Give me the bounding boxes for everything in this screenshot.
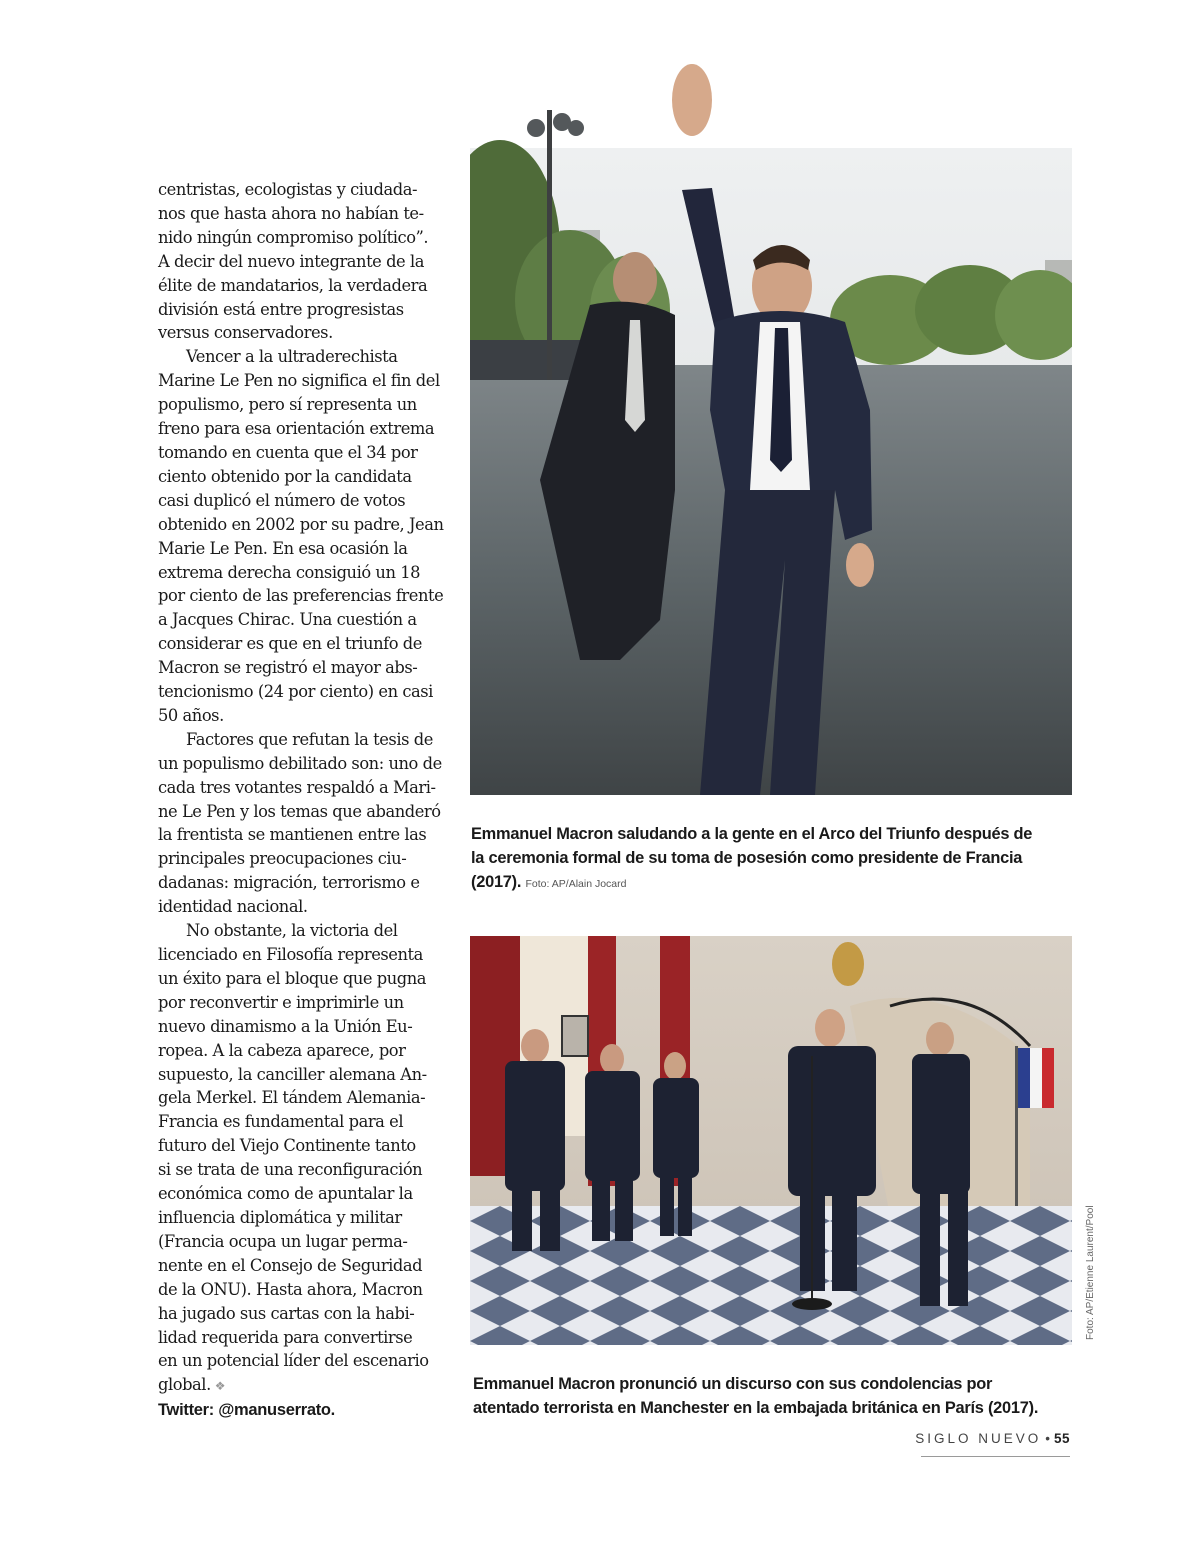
footer-separator: •: [1045, 1431, 1050, 1446]
article-last-text: global.: [158, 1375, 211, 1395]
article-line: económica como de apuntalar la: [158, 1184, 413, 1204]
article-line: un éxito para el bloque que pugna: [158, 968, 427, 988]
photo-macron-speech-image: [470, 936, 1072, 1345]
article-line: ropea. A la cabeza aparece, por: [158, 1040, 406, 1060]
article-line: Francia es fundamental para el: [158, 1112, 404, 1132]
footer-divider: [921, 1456, 1070, 1457]
photo-macron-waving: [470, 60, 1072, 795]
article-line: por reconvertir e imprimirle un: [158, 992, 404, 1012]
caption-line: Emmanuel Macron saludando a la gente en el Arco del Triunfo después de: [471, 825, 1033, 843]
photo-credit: Foto: AP/Etienne Laurent/Pool: [1085, 1205, 1096, 1340]
article-column: [158, 178, 448, 1421]
article-line: Marie Le Pen. En esa ocasión la: [158, 538, 408, 558]
article-line: la frentista se mantienen entre las: [158, 825, 427, 845]
article-last-line: [158, 1373, 448, 1399]
article-line: extrema derecha consiguió un 18: [158, 562, 421, 582]
article-line: versus conservadores.: [158, 323, 333, 343]
article-line: por ciento de las preferencias frente: [158, 586, 444, 606]
caption-line: la ceremonia formal de su toma de posesión como presidente de Francia: [471, 849, 1023, 867]
article-line: nos que hasta ahora no habían te-: [158, 203, 424, 223]
photo-macron-speech: [470, 936, 1072, 1345]
article-line: centristas, ecologistas y ciudada-: [158, 180, 418, 199]
photo-macron-waving-image: [470, 60, 1072, 795]
article-line: ciento obtenido por la candidata: [158, 466, 412, 486]
article-line: ha jugado sus cartas con la habi-: [158, 1303, 415, 1323]
article-line: identidad nacional.: [158, 897, 308, 917]
page-footer: [915, 1431, 1070, 1446]
article-line: gela Merkel. El tándem Alemania-: [158, 1088, 426, 1108]
article-line: considerar es que en el triunfo de: [158, 634, 422, 654]
article-line: (Francia ocupa un lugar perma-: [158, 1231, 408, 1251]
article-line: tencionismo (24 por ciento) en casi: [158, 682, 433, 702]
article-line: de la ONU). Hasta ahora, Macron: [158, 1279, 423, 1299]
article-line: obtenido en 2002 por su padre, Jean: [158, 514, 444, 534]
article-line: Marine Le Pen no significa el fin del: [158, 371, 440, 391]
article-line: cada tres votantes respaldó a Mari-: [158, 777, 436, 797]
article-line: 50 años.: [158, 705, 224, 725]
article-line: un populismo debilitado son: uno de: [158, 753, 442, 773]
article-line: tomando en cuenta que el 34 por: [158, 442, 418, 462]
article-line: A decir del nuevo integrante de la: [158, 251, 424, 271]
author-twitter: Twitter: @manuserrato.: [158, 1401, 335, 1420]
article-line: casi duplicó el número de votos: [158, 490, 406, 510]
article-line: supuesto, la canciller alemana An-: [158, 1064, 427, 1084]
article-line: nente en el Consejo de Seguridad: [158, 1255, 423, 1275]
article-line: si se trata de una reconfiguración: [158, 1160, 423, 1180]
article-line: licenciado en Filosofía representa: [158, 945, 423, 964]
article-line: principales preocupaciones ciu-: [158, 849, 407, 869]
caption-line: (2017).: [471, 873, 522, 891]
article-line: a Jacques Chirac. Una cuestión a: [158, 610, 417, 630]
article-line: influencia diplomática y militar: [158, 1207, 402, 1227]
article-line: en un potencial líder del escenario: [158, 1351, 429, 1371]
article-line: élite de mandatarios, la verdadera: [158, 275, 428, 295]
article-line: dadanas: migración, terrorismo e: [158, 873, 420, 893]
paragraph-start-line: Vencer a la ultraderechista: [186, 347, 398, 367]
article-line: nido ningún compromiso político”.: [158, 227, 429, 247]
article-line: ne Le Pen y los temas que abanderó: [158, 801, 441, 821]
paragraph-start-line: Factores que refutan la tesis de: [186, 729, 433, 749]
caption-line-with-credit: [471, 870, 1081, 896]
article-line: futuro del Viejo Continente tanto: [158, 1136, 416, 1156]
photo-caption: [471, 822, 1081, 896]
page-number: 55: [1053, 1431, 1070, 1446]
photo-credit: Foto: AP/Alain Jocard: [525, 878, 627, 890]
vertical-photo-credit: [1073, 1190, 1096, 1340]
caption-line: Emmanuel Macron pronunció un discurso con sus condolencias por: [473, 1375, 993, 1393]
article-line: Macron se registró el mayor abs-: [158, 658, 418, 678]
magazine-name: SIGLO NUEVO: [915, 1431, 1042, 1446]
article-line: división está entre progresistas: [158, 299, 404, 319]
article-line: freno para esa orientación extrema: [158, 419, 435, 439]
end-ornament-icon: ❖: [214, 1379, 226, 1394]
caption-line: atentado terrorista en Manchester en la embajada británica en París (2017).: [473, 1399, 1039, 1417]
paragraph-start-line: No obstante, la victoria del: [186, 921, 398, 941]
article-line: populismo, pero sí representa un: [158, 395, 417, 415]
article-line: nuevo dinamismo a la Unión Eu-: [158, 1016, 413, 1036]
photo-caption: [473, 1372, 1083, 1420]
article-line: lidad requerida para convertirse: [158, 1327, 413, 1347]
